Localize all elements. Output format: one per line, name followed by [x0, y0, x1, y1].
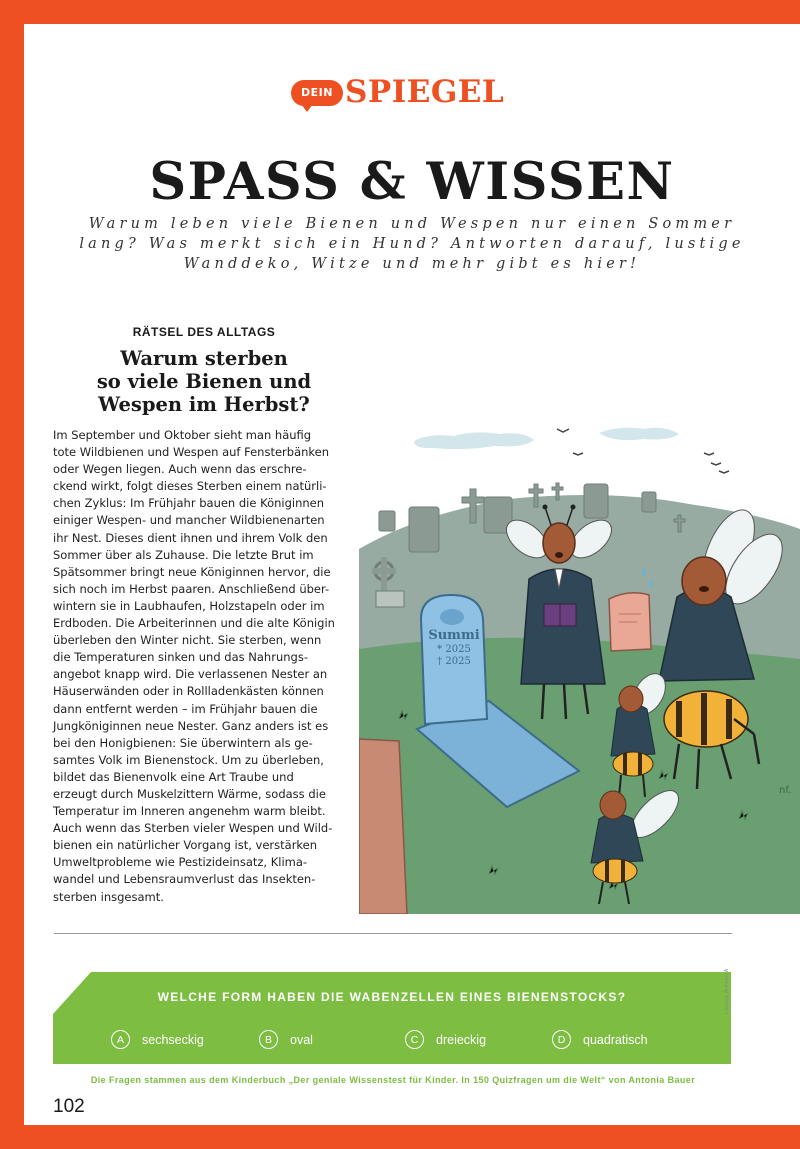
- clouds: [414, 428, 679, 449]
- option-letter: C: [405, 1030, 424, 1049]
- quiz-option-a[interactable]: [111, 1030, 204, 1049]
- option-letter: D: [552, 1030, 571, 1049]
- quiz-options: [53, 1030, 731, 1052]
- magazine-page: [24, 24, 800, 1125]
- illustrator-signature: nf.: [779, 785, 792, 796]
- logo-wordmark: SPIEGEL: [345, 74, 505, 110]
- tombstone-birth: * 2025: [437, 644, 471, 655]
- foreground-gravestone: [359, 739, 407, 914]
- section-headline: SPASS & WISSEN: [149, 152, 675, 212]
- tombstone-death: † 2025: [437, 656, 471, 667]
- body-line: bei den Honigbienen: Sie überwintern als ge-: [53, 735, 313, 750]
- illustration-svg: [359, 419, 800, 914]
- body-line: die Temperaturen sinken und das Nahrungs-: [53, 650, 308, 665]
- option-text: sechseckig: [142, 1032, 204, 1047]
- body-line: wintern sie in Laubhaufen, Holzstapeln oder im: [53, 598, 325, 613]
- bee-funeral-illustration: [359, 419, 800, 914]
- body-line: tote Wildbienen und Wespen auf Fensterbänken: [53, 445, 330, 460]
- body-line: wandel und Lebensraumverlust das Insekten-: [53, 872, 316, 887]
- title-line: Wespen im Herbst?: [98, 393, 310, 416]
- body-line: erzeugt durch Muskelzittern Wärme, sodass die: [53, 786, 326, 801]
- body-line: chen Zyklus: Im Frühjahr bauen die Königinnen: [53, 496, 325, 511]
- body-line: Im September und Oktober sieht man häufig: [53, 428, 312, 442]
- logo-speech-bubble: DEIN: [291, 80, 343, 106]
- body-line: ckend wirkt, folgt dieses Sterben einem natürli-: [53, 479, 327, 494]
- body-line: einiger Wespen- und mancher Wildbienenarten: [53, 513, 325, 528]
- body-line: oder Wegen liegen. Auch wenn das erschre-: [53, 462, 307, 477]
- body-line: Erdboden. Die Arbeiterinnen und die alte Königin: [53, 616, 335, 631]
- quiz-box: [53, 972, 731, 1064]
- article-body: [53, 427, 345, 906]
- section-divider: [54, 933, 732, 934]
- quiz-option-b[interactable]: [259, 1030, 313, 1049]
- body-line: Temperatur im Inneren angenehm warm bleibt.: [53, 804, 326, 819]
- option-text: oval: [290, 1032, 313, 1047]
- page-number: 102: [53, 1096, 85, 1117]
- body-line: Umweltprobleme wie Pestizideinsatz, Klima-: [53, 855, 308, 870]
- body-line: Jungköniginnen neue Nester. Ganz anders ist es: [53, 718, 329, 733]
- body-line: Auch wenn das Sterben vieler Wespen und Wild-: [53, 821, 333, 836]
- option-letter: A: [111, 1030, 130, 1049]
- body-line: angebot knapp wird. Die verlassenen Nester an: [53, 667, 328, 682]
- body-line: sich noch im Herbst paaren. Anschließend über-: [53, 581, 330, 596]
- section-intro: Warum leben viele Bienen und Wespen nur einen Sommer lang? Was merkt sich ein Hund? Antworten darauf, lustige Wanddeko, Witze und mehr gibt es hier!: [79, 216, 745, 272]
- quiz-solution-note: Lösung: Antwort A: [724, 968, 730, 1014]
- body-line: überleben den Winter nicht. Sie sterben, wenn: [53, 633, 322, 648]
- article-kicker: RÄTSEL DES ALLTAGS: [132, 325, 276, 339]
- body-line: Sommer über als Zuhause. Die letzte Brut im: [53, 547, 314, 562]
- body-line: sterben insgesamt.: [53, 889, 164, 904]
- dein-spiegel-logo: [291, 74, 521, 114]
- title-line: Warum sterben: [120, 347, 288, 370]
- option-text: dreieckig: [436, 1032, 487, 1047]
- quiz-option-d[interactable]: [552, 1030, 648, 1049]
- option-text: quadratisch: [583, 1032, 648, 1047]
- option-letter: B: [259, 1030, 278, 1049]
- bee-engraving: [440, 609, 464, 625]
- article-title: [54, 347, 354, 416]
- tombstone-name: Summi: [428, 628, 480, 643]
- body-line: dann entfernt werden – im Frühjahr bauen die: [53, 701, 318, 716]
- body-line: Häuserwänden oder in Rollladenkästen können: [53, 684, 324, 699]
- body-line: bildet das Bienenvolk eine Art Traube und: [53, 769, 294, 784]
- quiz-source: Die Fragen stammen aus dem Kinderbuch „Der geniale Wissenstest für Kinder. In 150 Quizfragen um die Welt“ von Antonia Bauer: [90, 1075, 696, 1085]
- body-line: Spätsommer bringt neue Königinnen hervor, die: [53, 564, 331, 579]
- body-line: ihr Nest. Dieses dient ihnen und ihrem Volk den: [53, 530, 328, 545]
- quiz-option-c[interactable]: [405, 1030, 486, 1049]
- body-line: samtes Volk im Bienenstock. Um zu überleben,: [53, 752, 324, 767]
- body-line: bienen ein natürlicher Vorgang ist, verstärken: [53, 838, 318, 853]
- title-line: so viele Bienen und: [96, 370, 312, 393]
- quiz-question: WELCHE FORM HABEN DIE WABENZELLEN EINES BIENENSTOCKS?: [157, 990, 627, 1004]
